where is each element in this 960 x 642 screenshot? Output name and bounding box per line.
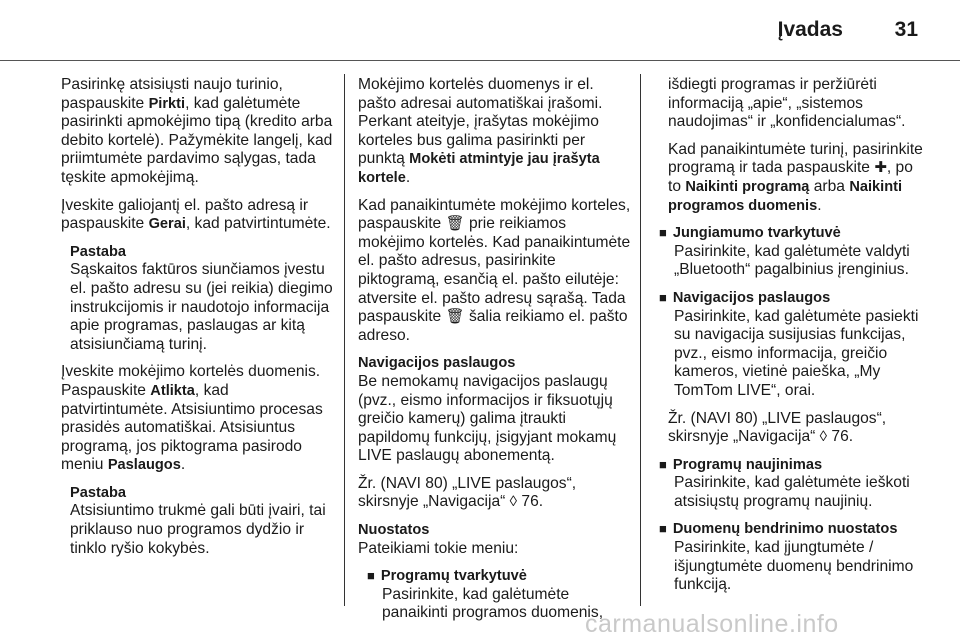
list-item-text: Pasirinkite, kad galėtumėte ieškoti atsisiųstų programų naujinių. bbox=[674, 474, 910, 510]
paragraph bbox=[61, 76, 333, 188]
column-divider-2 bbox=[640, 74, 641, 606]
text: prie reikiamos mokėjimo kortelės. Kad panaikintumėte el. pašto adresus, pasirinkite piktogramą, esančią el. pašto eilutėje: atversite el. pašto adresų sąrašą. Tada paspauskite bbox=[358, 215, 631, 326]
text: . bbox=[405, 168, 411, 186]
text: Kad panaikintumėte mokėjimo korteles, paspauskite bbox=[358, 196, 631, 233]
list-item-text: Pasirinkite, kad galėtumėte pasiekti su navigacija susijusias funkcijas, pvz., eismo informacija, greičio kameros, vietinė paieška, „My TomTom LIVE“, orai. bbox=[674, 307, 919, 399]
list-item-text: Pasirinkite, kad galėtumėte panaikinti programos duomenis, bbox=[382, 585, 604, 622]
header-rule bbox=[0, 60, 960, 61]
bold-term: Naikinti programą bbox=[685, 178, 810, 195]
column-divider-1 bbox=[344, 74, 345, 606]
text: 76. bbox=[517, 493, 544, 511]
note-heading: Pastaba bbox=[70, 243, 126, 260]
column-3 bbox=[668, 76, 930, 604]
text: . bbox=[817, 196, 822, 214]
watermark: carmanualsonline.info bbox=[585, 610, 839, 638]
text: . bbox=[180, 456, 186, 474]
page-number: 31 bbox=[894, 18, 918, 41]
text: šalia reikiamo el. pašto adreso. bbox=[358, 308, 628, 344]
section bbox=[358, 354, 632, 466]
text: , kad patvirtintumėte. bbox=[185, 215, 331, 233]
list-item-heading: ■ Programų tvarkytuvė bbox=[367, 567, 632, 586]
section-text: Pateikiami tokie meniu: bbox=[358, 539, 519, 557]
paragraph bbox=[358, 197, 632, 346]
text: , po to bbox=[668, 159, 913, 195]
list-item-heading: ■ Jungiamumo tvarkytuvė bbox=[659, 224, 930, 243]
paragraph bbox=[358, 475, 632, 512]
list-item bbox=[659, 456, 930, 512]
paragraph bbox=[358, 76, 632, 188]
trash-icon: 🗑 bbox=[445, 308, 465, 326]
page-reference-icon: ◊ bbox=[819, 428, 828, 446]
list-item bbox=[659, 520, 930, 594]
paragraph bbox=[61, 363, 333, 475]
section-heading: Navigacijos paslaugos bbox=[358, 355, 516, 372]
column-1 bbox=[61, 76, 333, 567]
section bbox=[358, 521, 632, 558]
page-reference-icon: ◊ bbox=[509, 493, 518, 511]
plus-cross-icon: ✚ bbox=[874, 159, 887, 177]
note bbox=[70, 243, 333, 355]
bold-term: Atlikta bbox=[150, 382, 195, 399]
page-header bbox=[0, 0, 960, 62]
list-item-text: Pasirinkite, kad įjungtumėte / išjungtumėte duomenų bendrinimo funkciją. bbox=[674, 539, 914, 594]
column-2 bbox=[358, 76, 632, 632]
page-title: Įvadas bbox=[777, 18, 843, 41]
bold-term: Gerai bbox=[148, 216, 186, 233]
bold-term: Paslaugos bbox=[107, 457, 181, 474]
text: , kad galėtumėte pasirinkti apmokėjimo tipą (kredito arba debito kortelė). Pažymėkite langelį, kad priimtumėte pardavimo sąlygas, tada tęskite apmokėjimą. bbox=[61, 94, 333, 186]
paragraph: išdiegti programas ir peržiūrėti informaciją „apie“, „sistemos naudojimas“ ir „konfidencialumas“. bbox=[668, 76, 906, 131]
paragraph bbox=[668, 410, 930, 447]
note-text: Sąskaitos faktūros siunčiamos įvestu el. pašto adresu su (jei reikia) diegimo instrukcijomis ir naudotojo informacija apie programas, paslaugas ar kitą atsisiunčiamą turinį. bbox=[70, 261, 333, 353]
section-heading: Nuostatos bbox=[358, 522, 430, 539]
text: Mokėjimo kortelės duomenys ir el. pašto adresai automatiškai įrašomi. Perkant ateityje, įrašytas mokėjimo korteles bus galima pasirinkti per punktą bbox=[358, 76, 603, 168]
text: , kad patvirtintumėte. Atsisiuntimo procesas prasidės automatiškai. Atsisiuntus programą, jos piktograma pasirodo meniu bbox=[61, 381, 323, 474]
text: Pasirinkę atsisiųsti naujo turinio, paspauskite bbox=[61, 76, 283, 112]
paragraph bbox=[668, 141, 930, 215]
text: 76. bbox=[827, 428, 854, 446]
paragraph bbox=[61, 197, 333, 234]
note bbox=[70, 484, 333, 558]
list-item-heading: ■ Programų naujinimas bbox=[659, 456, 930, 475]
note-text: Atsisiuntimo trukmė gali būti įvairi, tai priklauso nuo programos dydžio ir tinklo ryšio kokybės. bbox=[70, 502, 326, 557]
text: Žr. (NAVI 80) „LIVE paslaugos“, skirsnyje „Navigacija“ bbox=[358, 474, 577, 511]
list-item-text: Pasirinkite, kad galėtumėte valdyti „Bluetooth“ pagalbinius įrenginius. bbox=[674, 242, 910, 279]
text: Įveskite mokėjimo kortelės duomenis. Paspauskite bbox=[61, 363, 321, 399]
list-item-heading: ■ Navigacijos paslaugos bbox=[659, 289, 930, 308]
list-item bbox=[659, 289, 930, 401]
note-heading: Pastaba bbox=[70, 484, 126, 501]
text: Kad panaikintumėte turinį, pasirinkite programą ir tada paspauskite bbox=[668, 140, 923, 177]
section-text: Be nemokamų navigacijos paslaugų (pvz., eismo informacijos ir fiksuotųjų greičio kamerų) galima įtraukti papildomų funkcijų, įsigyjant mokamų LIVE paslaugų abonementą. bbox=[358, 372, 617, 465]
text: arba bbox=[809, 177, 850, 195]
bold-term: Mokėti atmintyje jau įrašyta kortele bbox=[358, 151, 600, 186]
list-item bbox=[659, 224, 930, 280]
bold-term: Naikinti programos duomenis bbox=[668, 178, 903, 214]
text: Žr. (NAVI 80) „LIVE paslaugos“, skirsnyje „Navigacija“ bbox=[668, 409, 887, 446]
text: Įveskite galiojantį el. pašto adresą ir paspauskite bbox=[61, 196, 309, 233]
trash-icon: 🗑 bbox=[445, 215, 465, 233]
list-item-heading: ■ Duomenų bendrinimo nuostatos bbox=[659, 520, 930, 539]
bold-term: Pirkti bbox=[148, 95, 186, 112]
